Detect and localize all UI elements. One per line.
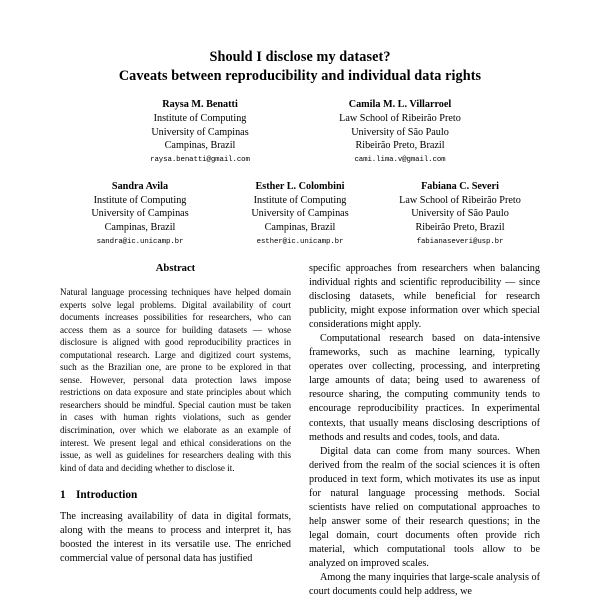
author-entry	[220, 180, 380, 250]
section-heading-introduction	[60, 488, 291, 503]
author-affiliation-line: University of São Paulo	[411, 208, 509, 220]
author-affiliation-line: University of Campinas	[151, 126, 249, 138]
author-affiliation-line: Institute of Computing	[253, 194, 347, 206]
page-title-line-2: Caveats between reproducibility and individual data rights	[118, 68, 482, 84]
paragraph: Among the many inquiries that large-scale analysis of court documents could help address, we	[309, 572, 540, 598]
author-affiliation-line: Institute of Computing	[93, 194, 187, 206]
right-column	[309, 262, 540, 600]
section-title: Introduction	[76, 489, 138, 502]
paragraph: specific approaches from researchers when balancing individual rights and scientific reproducibility — since disclosing datasets, while beneficial for research publicity, might expose information over which special considerations might apply.	[309, 263, 540, 331]
author-affiliation-line: Campinas, Brazil	[164, 140, 236, 152]
author-affiliation-line: Campinas, Brazil	[264, 221, 336, 233]
paragraph: Computational research based on data-intensive frameworks, such as machine learning, typically operates over collecting, processing, and interpreting large amounts of data; being used to awareness of resource sharing, the computing community tends to encourage reproducibility practices. In experimental contexts, that usually means disclosing descriptions of methods and results and codes, tools, and data.	[309, 333, 540, 443]
section-number: 1	[60, 489, 66, 502]
author-affiliation-line: Campinas, Brazil	[104, 221, 176, 233]
author-entry	[380, 180, 540, 250]
author-affiliation-line: Institute of Computing	[153, 113, 247, 124]
author-block	[60, 98, 540, 250]
author-affiliation-line: University of Campinas	[91, 208, 189, 220]
abstract-body	[60, 286, 291, 474]
author-name: Fabiana C. Severi	[421, 180, 499, 192]
author-name: Camila M. L. Villarroel	[348, 99, 452, 110]
author-affiliation-line: Law School of Ribeirão Preto	[339, 113, 461, 124]
author-affiliation-line: Ribeirão Preto, Brazil	[355, 140, 445, 152]
author-affiliation-line: University of Campinas	[251, 208, 349, 220]
author-email: fabianaseveri@usp.br	[416, 237, 504, 246]
abstract-paragraph: Natural language processing techniques have helped domain experts solve legal problems. Digital availability of court documents increases possibilities for researchers, who can access them as a source for building datasets — whose disclosure is aligned with good reproducibility practices in computational research. Large and digitized court systems, such as the Brazilian one, are prone to be explored in that sense. However, personal data protection laws impose restrictions on data exposure and state principles about which researchers should be mindful. Special caution must be taken in cases with human rights violations, such as gender discrimination, over which we elaborate as an example of interest. We present legal and ethical considerations on the issue, as well as guidelines for researchers dealing with this kind of data and deciding whether to disclose it.	[60, 287, 291, 473]
paper-title-block	[60, 0, 540, 86]
author-email: raysa.benatti@gmail.com	[150, 155, 250, 164]
abstract-heading: Abstract	[155, 263, 196, 274]
author-affiliation-line: Law School of Ribeirão Preto	[399, 194, 521, 206]
page-title-line-1: Should I disclose my dataset?	[209, 49, 391, 65]
author-name: Raysa M. Benatti	[162, 99, 238, 110]
left-column	[60, 262, 291, 600]
right-column-body	[309, 262, 540, 599]
author-entry	[100, 98, 300, 168]
author-email: cami.lima.v@gmail.com	[354, 155, 446, 164]
paragraph: The increasing availability of data in digital formats, along with the means to process and interpret it, has boosted the interest in its versatile use. The enriched commercial value of personal data has justified	[60, 511, 291, 565]
author-email: sandra@ic.unicamp.br	[96, 237, 184, 246]
paragraph: Digital data can come from many sources. When derived from the realm of the social sciences it is often produced in text form, which motivates its use as input for natural language processing methods. Social scientists have relied on computational approaches to help answer some of their research questions; in the legal domain, court documents often provide rich material, which computational tools allow to be analyzed on improved scales.	[309, 445, 540, 569]
author-row-1	[60, 98, 540, 168]
author-affiliation-line: Ribeirão Preto, Brazil	[415, 221, 505, 233]
introduction-body	[60, 510, 291, 566]
author-name: Esther L. Colombini	[255, 180, 345, 192]
author-email: esther@ic.unicamp.br	[256, 237, 344, 246]
author-affiliation-line: University of São Paulo	[351, 126, 449, 138]
author-entry	[60, 180, 220, 250]
author-entry	[300, 98, 500, 168]
author-name: Sandra Avila	[111, 180, 169, 192]
paper-body-columns	[60, 262, 540, 600]
author-row-2	[60, 180, 540, 250]
